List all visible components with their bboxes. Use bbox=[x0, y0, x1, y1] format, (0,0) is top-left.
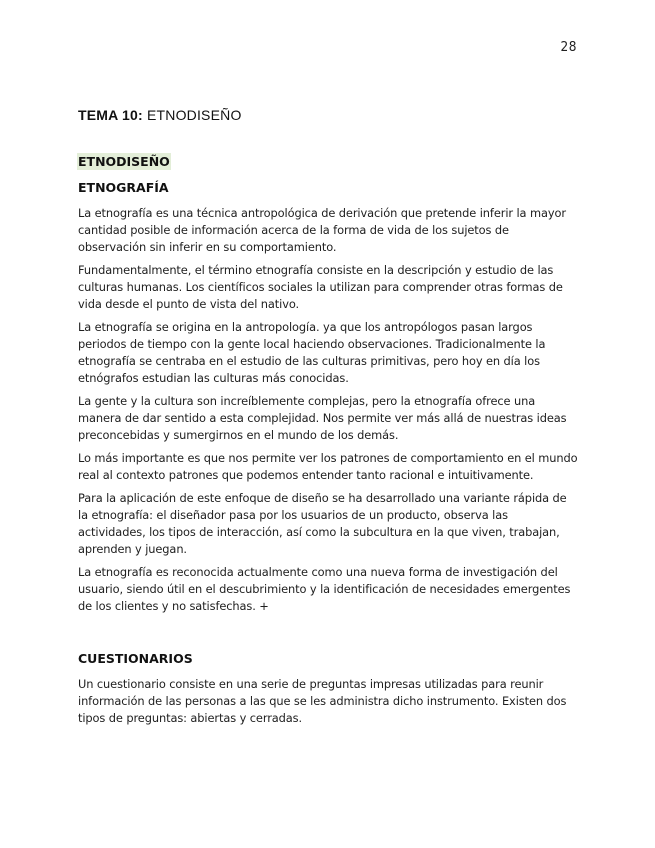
etnografia-paragraph: Para la aplicación de este enfoque de diseño se ha desarrollado una variante rápida de la etnografía: el diseñador pasa por los usuarios de un producto, observa las actividades, los tipos de interacción, así como la subcultura en la que viven, trabajan, aprenden y juegan. bbox=[78, 491, 567, 556]
page-number: 28 bbox=[560, 39, 577, 55]
etnografia-paragraph: La gente y la cultura son increíblemente complejas, pero la etnografía ofrece una manera de dar sentido a esta complejidad. Nos permite ver más allá de nuestras ideas preconcebidas y sumergirnos en el mundo de los demás. bbox=[78, 394, 567, 442]
topic-prefix: TEMA 10: bbox=[78, 107, 143, 123]
etnografia-paragraph: Lo más importante es que nos permite ver los patrones de comportamiento en el mundo real al contexto patrones que podemos entender tanto racional e intuitivamente. bbox=[78, 451, 578, 482]
etnografia-paragraph: La etnografía es una técnica antropológica de derivación que pretende inferir la mayor cantidad posible de información acerca de la forma de vida de los sujetos de observación sin inferir en su comportamiento. bbox=[78, 206, 566, 254]
cuestionarios-paragraph: Un cuestionario consiste en una serie de preguntas impresas utilizadas para reunir información de las personas a las que se les administra dicho instrumento. Existen dos tipos de preguntas: abiertas y cerradas. bbox=[78, 677, 567, 725]
etnografia-heading: ETNOGRAFÍA bbox=[78, 180, 169, 195]
etnografia-paragraph: La etnografía se origina en la antropología. ya que los antropólogos pasan largos periodos de tiempo con la gente local haciendo observaciones. Tradicionalmente la etnografía se centraba en el estudio de las culturas primitivas, pero hoy en día los etnógrafos estudian las culturas más conocidas. bbox=[78, 320, 546, 385]
document-body bbox=[78, 180, 578, 733]
etnografia-paragraph: La etnografía es reconocida actualmente como una nueva forma de investigación del usuario, siendo útil en el descubrimiento y la identificación de necesidades emergentes de los clientes y no satisfechas. + bbox=[78, 565, 571, 613]
topic-name: ETNODISEÑO bbox=[146, 107, 242, 123]
cuestionarios-heading: CUESTIONARIOS bbox=[78, 651, 193, 666]
topic-heading bbox=[78, 107, 242, 123]
etnografia-paragraph: Fundamentalmente, el término etnografía consiste en la descripción y estudio de las culturas humanas. Los científicos sociales la utilizan para comprender otras formas de vida desde el punto de vista del nativo. bbox=[78, 263, 563, 311]
section-title: ETNODISEÑO bbox=[78, 154, 170, 169]
